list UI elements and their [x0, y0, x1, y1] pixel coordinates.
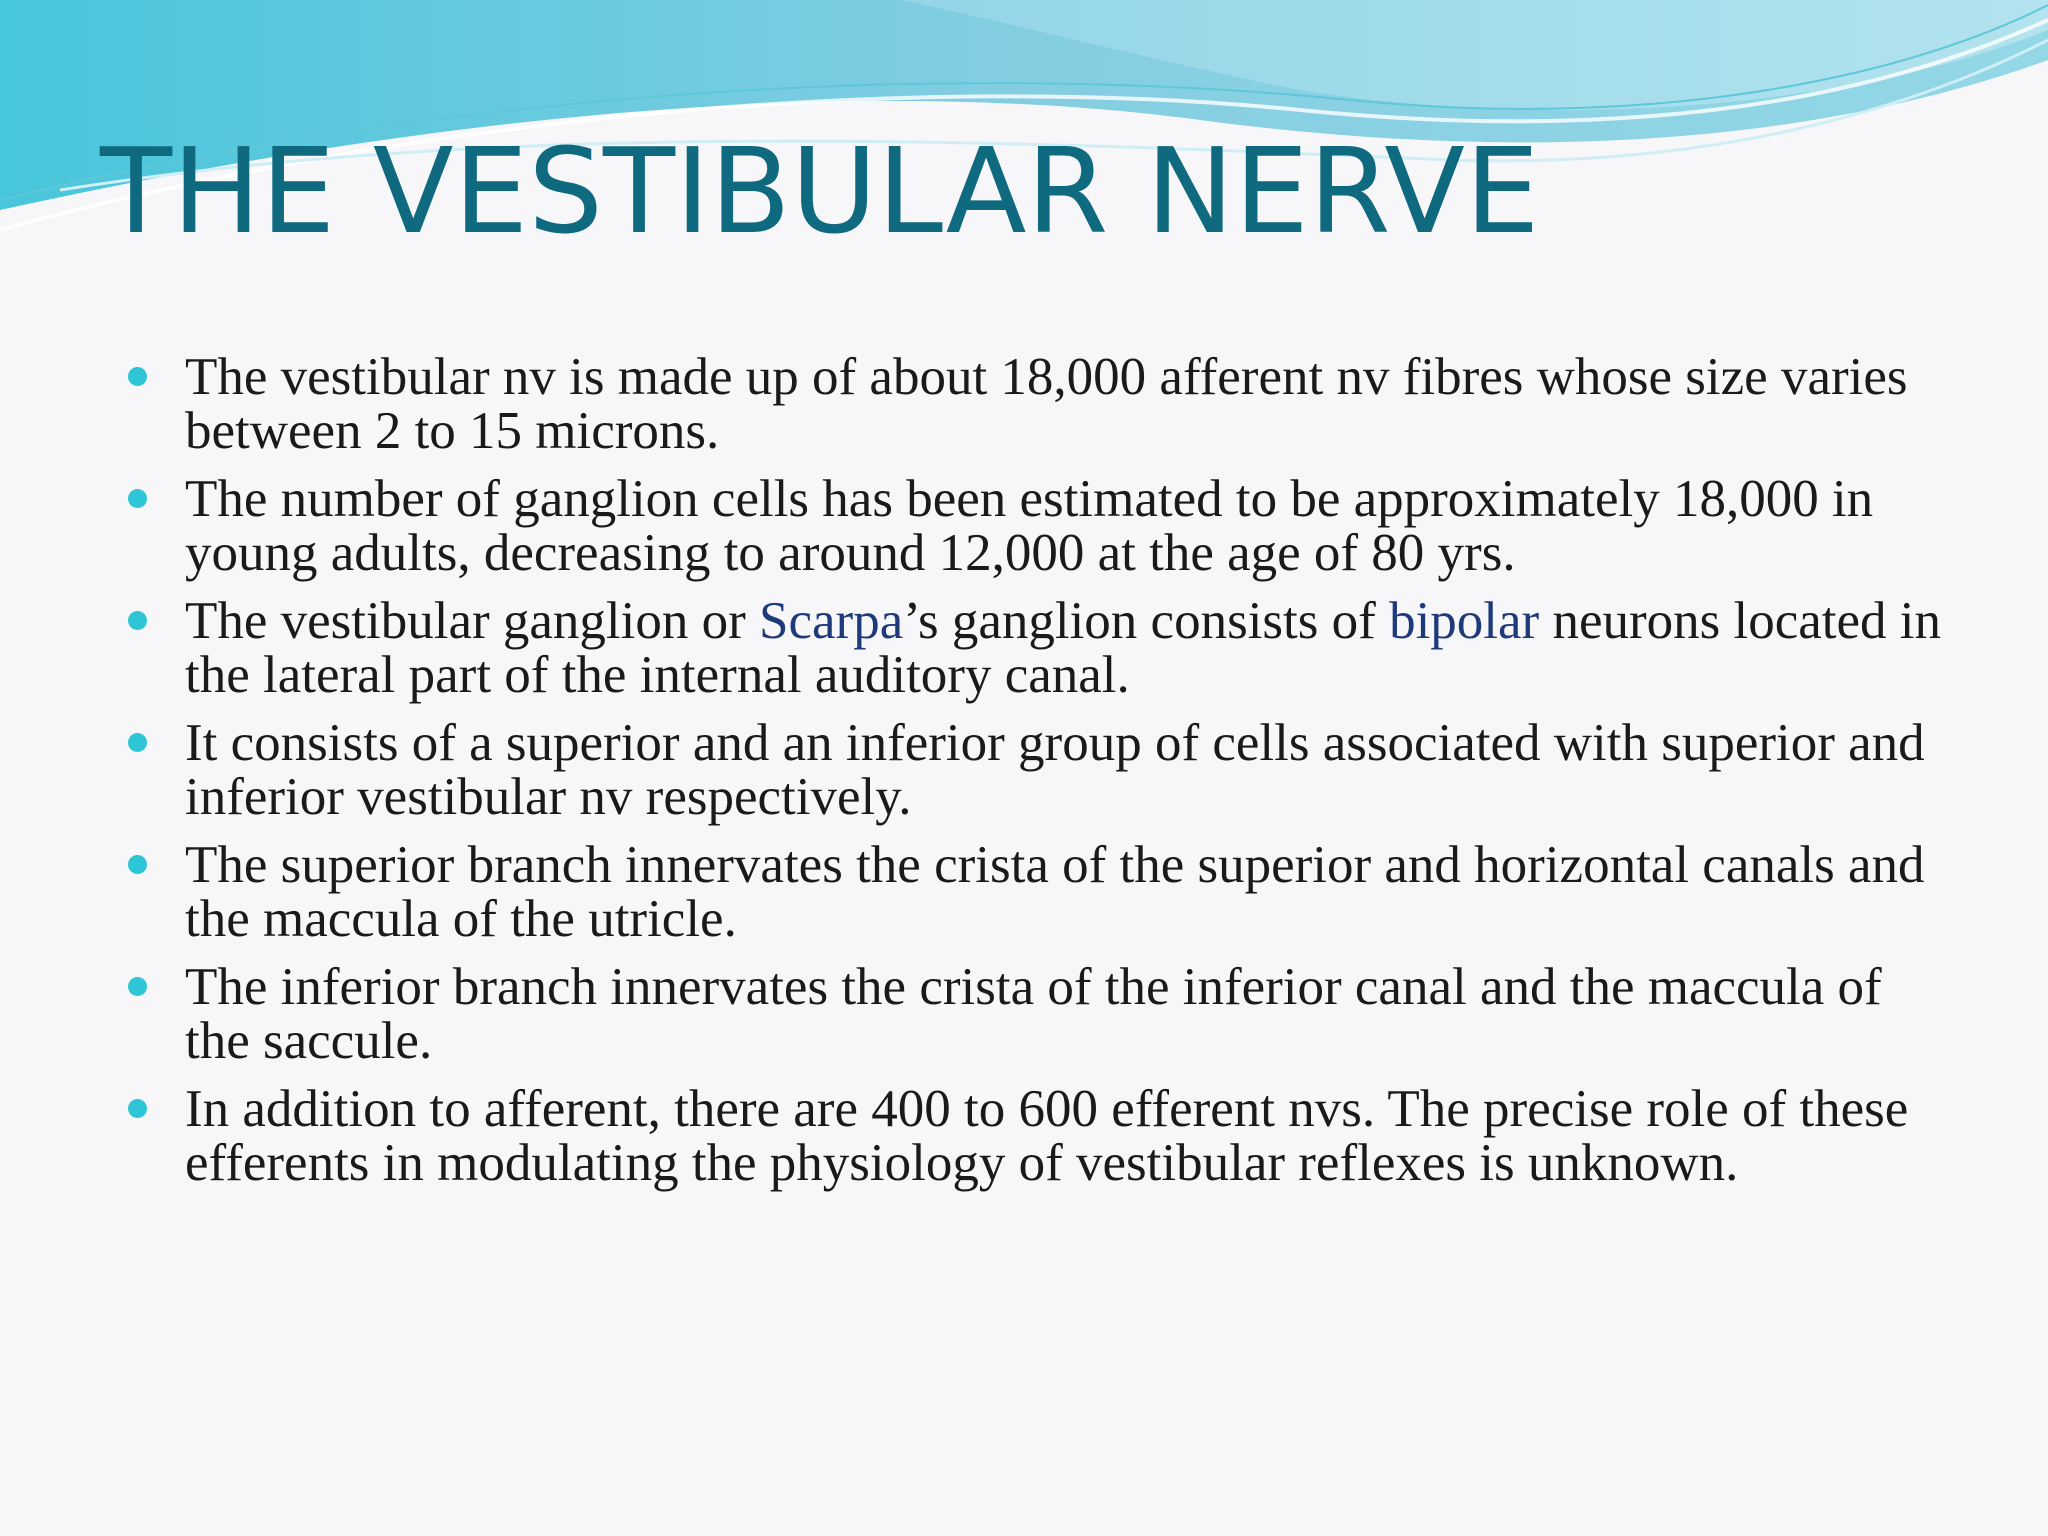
bullet-dot-icon	[128, 489, 147, 508]
bullet-text-part: ’s ganglion consists of	[903, 592, 1390, 650]
bullet-item	[120, 960, 1950, 1068]
bullet-item	[120, 350, 1950, 458]
bullet-text: The inferior branch innervates the crista of the inferior canal and the maccula of the saccule.	[185, 958, 1882, 1070]
bullet-dot-icon	[128, 1099, 147, 1118]
bipolar-link[interactable]: bipolar	[1389, 592, 1540, 650]
bullet-text: The number of ganglion cells has been estimated to be approximately 18,000 in young adults, decreasing to around 12,000 at the age of 80 yrs.	[185, 470, 1874, 582]
scarpa-link[interactable]: Scarpa	[759, 592, 904, 650]
bullet-dot-icon	[128, 611, 147, 630]
slide-title: THE VESTIBULAR NERVE	[100, 122, 1540, 260]
bullet-text: It consists of a superior and an inferior group of cells associated with superior and inferior vestibular nv respectively.	[185, 714, 1925, 826]
bullet-item	[120, 1082, 1950, 1190]
bullet-item	[120, 594, 1950, 702]
bullet-dot-icon	[128, 977, 147, 996]
bullet-dot-icon	[128, 367, 147, 386]
bullet-item	[120, 716, 1950, 824]
bullet-dot-icon	[128, 855, 147, 874]
bullet-text-part: neurons located in the lateral part of the internal auditory canal.	[185, 592, 1941, 704]
bullet-item	[120, 838, 1950, 946]
bullet-item	[120, 472, 1950, 580]
bullet-list	[120, 350, 1950, 1204]
bullet-text-part: The vestibular ganglion or	[185, 592, 760, 650]
bullet-dot-icon	[128, 733, 147, 752]
bullet-text: In addition to afferent, there are 400 to 600 efferent nvs. The precise role of these efferents in modulating the physiology of vestibular reflexes is unknown.	[185, 1080, 1909, 1192]
bullet-text: The superior branch innervates the crista of the superior and horizontal canals and the maccula of the utricle.	[185, 836, 1925, 948]
bullet-text: The vestibular nv is made up of about 18,000 afferent nv fibres whose size varies between 2 to 15 microns.	[185, 348, 1908, 460]
